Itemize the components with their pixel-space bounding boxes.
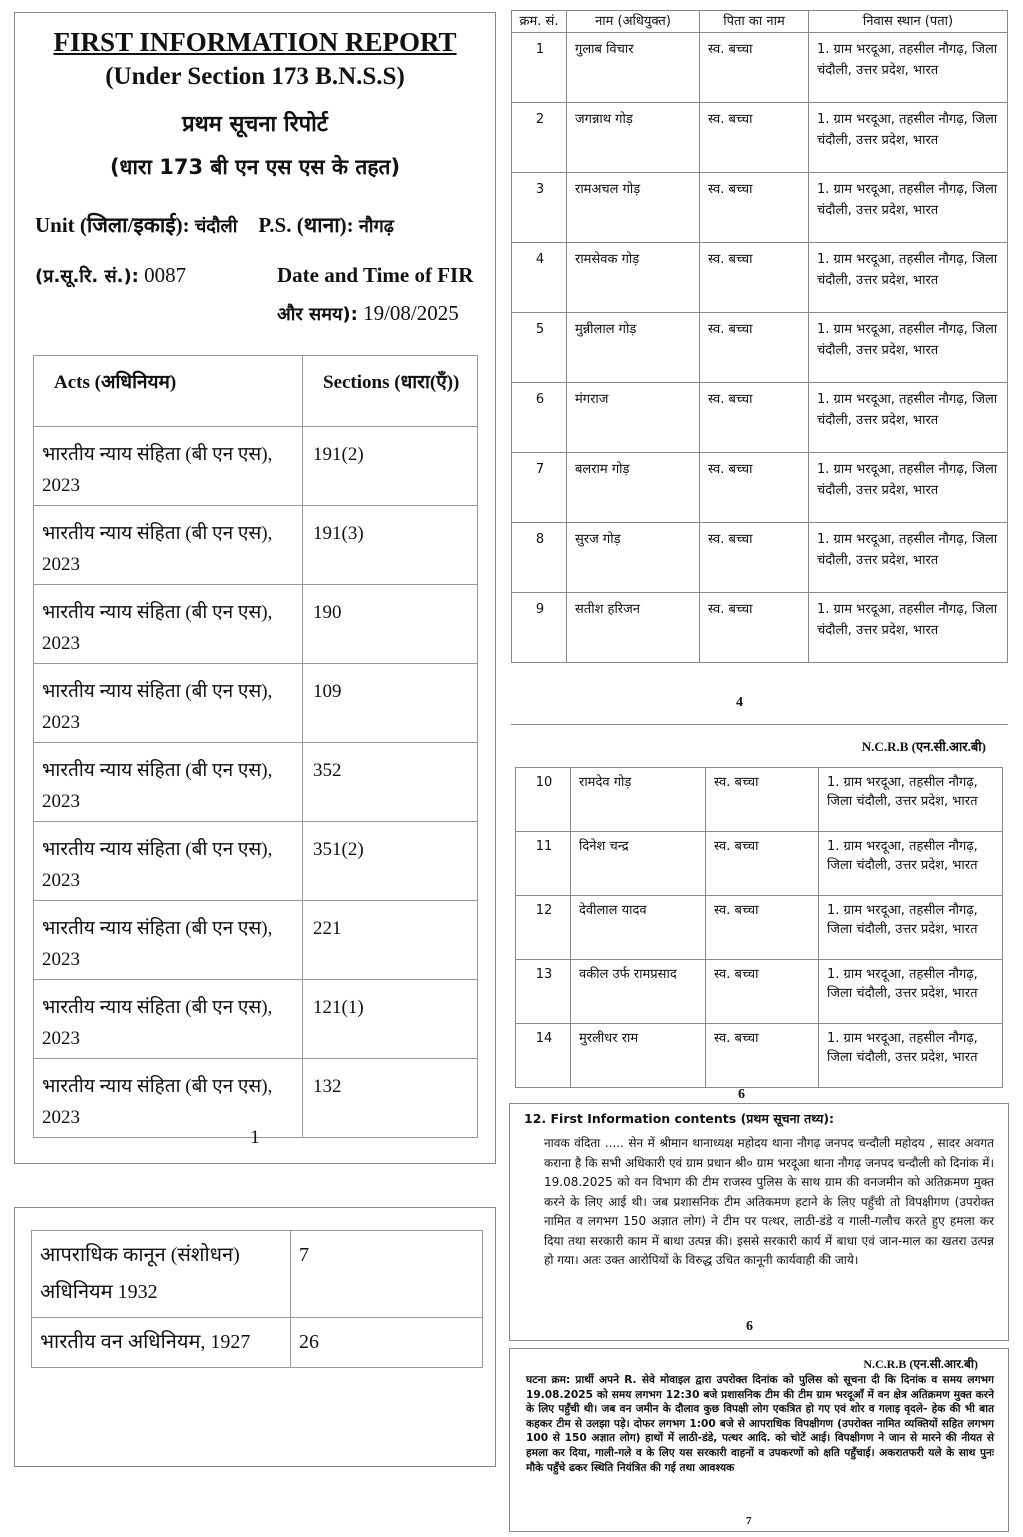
acts-header-row (34, 356, 478, 427)
address-cell: 1. ग्राम भरदूआ, तहसील नौगढ़, जिला चंदौली, उत्तर प्रदेश, भारत (809, 593, 1008, 663)
acts-table (33, 355, 478, 1138)
father-cell: स्व. बच्चा (700, 103, 809, 173)
page-number: 7 (746, 1515, 752, 1527)
father-cell: स्व. बच्चा (700, 523, 809, 593)
section-cell: 26 (291, 1318, 483, 1368)
name-cell: रामअचल गोड़ (567, 173, 700, 243)
serial-cell: 11 (516, 832, 571, 896)
accused-page-continued (511, 724, 1008, 1101)
sections-column-header: Sections (धारा(एँ)) (303, 356, 478, 427)
page-number: 4 (736, 695, 743, 710)
address-cell: 1. ग्राम भरदूआ, तहसील नौगढ़, जिला चंदौली, उत्तर प्रदेश, भारत (809, 243, 1008, 313)
section-cell: 121(1) (303, 980, 478, 1059)
table-row (34, 585, 478, 664)
father-cell: स्व. बच्चा (700, 313, 809, 383)
accused-header-row (512, 11, 1008, 33)
date-value: 19/08/2025 (363, 301, 459, 325)
ps-value: नौगढ़ (358, 216, 394, 237)
table-row (516, 832, 1003, 896)
table-row (516, 960, 1003, 1024)
ncrb-header: N.C.R.B (एन.सी.आर.बी) (861, 739, 986, 754)
report-title-hindi: प्रथम सूचना रिपोर्ट (182, 112, 328, 137)
table-row (516, 1024, 1003, 1088)
contents-text: नावक वंदिता ..... सेन में श्रीमान थानाध्यक्ष महोदय थाना नौगढ़ जनपद चन्दौली महोदय , सादर अवगत कराना है कि सभी अधिकारी एवं ग्राम प्रधान श्री० ग्राम भरदूआ थाना नौगढ़ जनपद चन्दौली को दिनांक में। 19.08.2025 को वन विभाग की टीम राजस्व पुलिस के साथ ग्राम की वनजमीन को अतिक्रमण मुक्त करने के लिए आई थी। जब प्रशासनिक टीम अतिकमण हटाने के लिए पहुँची तो विपक्षीगण (उपरोक्त नामित व लगभग 150 अज्ञात लोग) ने टीम पर पत्थर, लाठी-डंडे व गाली-गलौच करते हुए हमला कर दिया तथा सरकारी काम में बाधा उत्पन्न की। इससे सरकारी कार्य में बाधा एवं जान-माल का खतरा उत्पन्न हो गया। अतः उक्त आरोपियों के विरुद्ध उचित कानूनी कार्यवाही की जाये। (544, 1136, 994, 1267)
act-cell: भारतीय न्याय संहिता (बी एन एस), 2023 (34, 506, 303, 585)
address-cell: 1. ग्राम भरदूआ, तहसील नौगढ़, जिला चंदौली, उत्तर प्रदेश, भारत (809, 103, 1008, 173)
father-cell: स्व. बच्चा (706, 1024, 819, 1088)
table-row (34, 980, 478, 1059)
name-cell: वकील उर्फ रामप्रसाद (571, 960, 706, 1024)
name-column-header: नाम (अधियुक्त) (567, 11, 700, 33)
act-cell: भारतीय न्याय संहिता (बी एन एस), 2023 (34, 585, 303, 664)
serial-cell: 14 (516, 1024, 571, 1088)
date-label: Date and Time of FIR (277, 263, 474, 287)
name-cell: सुरज गोड़ (567, 523, 700, 593)
section-cell: 132 (303, 1059, 478, 1138)
accused-table (511, 10, 1008, 663)
table-row (512, 593, 1008, 663)
first-information-contents (509, 1103, 1009, 1341)
name-cell: सतीश हरिजन (567, 593, 700, 663)
serial-cell: 7 (512, 453, 567, 523)
fir-number-line (35, 263, 186, 288)
father-column-header: पिता का नाम (700, 11, 809, 33)
table-row (512, 313, 1008, 383)
table-row (34, 743, 478, 822)
table-row (34, 427, 478, 506)
accused-table-continued (515, 767, 1003, 1088)
table-row (34, 506, 478, 585)
address-cell: 1. ग्राम भरदूआ, तहसील नौगढ़, जिला चंदौली, उत्तर प्रदेश, भारत (819, 960, 1003, 1024)
address-cell: 1. ग्राम भरदूआ, तहसील नौगढ़, जिला चंदौली, उत्तर प्रदेश, भारत (809, 313, 1008, 383)
serial-cell: 2 (512, 103, 567, 173)
serial-cell: 3 (512, 173, 567, 243)
table-row (512, 383, 1008, 453)
section-cell: 352 (303, 743, 478, 822)
act-cell: भारतीय न्याय संहिता (बी एन एस), 2023 (34, 822, 303, 901)
address-cell: 1. ग्राम भरदूआ, तहसील नौगढ़, जिला चंदौली, उत्तर प्रदेश, भारत (819, 832, 1003, 896)
act-cell: भारतीय न्याय संहिता (बी एन एस), 2023 (34, 1059, 303, 1138)
serial-cell: 1 (512, 33, 567, 103)
name-cell: मंगराज (567, 383, 700, 453)
name-cell: बलराम गोड़ (567, 453, 700, 523)
fir-page-1 (14, 12, 496, 1164)
report-subtitle-hindi: (धारा 173 बी एन एस एस के तहत) (109, 155, 401, 179)
father-cell: स्व. बच्चा (700, 383, 809, 453)
acts-column-header: Acts (अधिनियम) (34, 356, 303, 427)
section-cell: 7 (291, 1231, 483, 1318)
table-row (34, 1059, 478, 1138)
table-row (34, 901, 478, 980)
table-row (34, 822, 478, 901)
date-label-hindi: और समय): (277, 304, 358, 325)
section-cell: 351(2) (303, 822, 478, 901)
address-cell: 1. ग्राम भरदूआ, तहसील नौगढ़, जिला चंदौली, उत्तर प्रदेश, भारत (819, 768, 1003, 832)
father-cell: स्व. बच्चा (706, 896, 819, 960)
address-cell: 1. ग्राम भरदूआ, तहसील नौगढ़, जिला चंदौली, उत्तर प्रदेश, भारत (809, 523, 1008, 593)
table-row (512, 453, 1008, 523)
father-cell: स्व. बच्चा (706, 832, 819, 896)
address-column-header: निवास स्थान (पता) (809, 11, 1008, 33)
father-cell: स्व. बच्चा (700, 173, 809, 243)
unit-label: Unit (जिला/इकाई): (35, 213, 190, 237)
serial-cell: 5 (512, 313, 567, 383)
name-cell: मुन्नीलाल गोड़ (567, 313, 700, 383)
address-cell: 1. ग्राम भरदूआ, तहसील नौगढ़, जिला चंदौली, उत्तर प्रदेश, भारत (809, 33, 1008, 103)
name-cell: दिनेश चन्द्र (571, 832, 706, 896)
table-row (512, 103, 1008, 173)
father-cell: स्व. बच्चा (700, 243, 809, 313)
report-title: FIRST INFORMATION REPORT (53, 27, 457, 57)
incident-text: घटना क्रम: प्रार्थी अपने R. सेवे मोवाइल द्वारा उपरोक्त दिनांक को पुलिस को सूचना दी कि दिनांक व समय लगभग 19.08.2025 को समय लगभग 12:30 बजे प्रशासनिक टीम की टीम ग्राम भरदूआँ में वन क्षेत्र अतिक्रमण मुक्त करने के लिए पहुँची थी। जब वन जमीन के दौलाव कुछ विपक्षी लोग एकत्रित हो गए एवं शोर व गलाइ वृदले- हेक की भी बात कहकर टीम से उलझा पड़े। दोफर लगभग 1:00 बजे से आपराधिक विपक्षीगण (उपरोक्त नामित व्यक्तियों सहित लगभग 100 से 150 अज्ञात लोग) हाथों में लाठी-डंडे, पत्थर आदि. को चोटें आई। विपक्षीगण ने जान से मारने की नीयत से हमला कर दिया, गाली-गले व के लिए यस सरकारी वाहनों व उपकरणों को क्षति पहुँचाई। अकरातफरी यले के साथ पुनः मौके पहुँचे ढकर स्थिति नियंत्रित की गई तथा आवश्यक (526, 1374, 994, 1474)
name-cell: रामदेव गोड़ (571, 768, 706, 832)
father-cell: स्व. बच्चा (706, 768, 819, 832)
name-cell: जगन्नाथ गोड़ (567, 103, 700, 173)
act-cell: भारतीय वन अधिनियम, 1927 (32, 1318, 291, 1368)
address-cell: 1. ग्राम भरदूआ, तहसील नौगढ़, जिला चंदौली, उत्तर प्रदेश, भारत (819, 896, 1003, 960)
father-cell: स्व. बच्चा (706, 960, 819, 1024)
page-number: 6 (746, 1319, 753, 1334)
name-cell: देवीलाल यादव (571, 896, 706, 960)
serial-cell: 6 (512, 383, 567, 453)
table-row (516, 768, 1003, 832)
contents-heading: 12. First Information contents (प्रथम सूचना तथ्य): (524, 1111, 835, 1126)
incident-narrative (509, 1348, 1009, 1532)
ncrb-header: N.C.R.B (एन.सी.आर.बी) (863, 1357, 978, 1371)
serial-cell: 8 (512, 523, 567, 593)
section-cell: 191(2) (303, 427, 478, 506)
father-cell: स्व. बच्चा (700, 453, 809, 523)
serial-cell: 9 (512, 593, 567, 663)
name-cell: रामसेवक गोड़ (567, 243, 700, 313)
page-number: 1 (250, 1127, 260, 1148)
table-row (516, 896, 1003, 960)
act-cell: भारतीय न्याय संहिता (बी एन एस), 2023 (34, 664, 303, 743)
serial-cell: 13 (516, 960, 571, 1024)
table-row (32, 1231, 483, 1318)
serial-cell: 10 (516, 768, 571, 832)
address-cell: 1. ग्राम भरदूआ, तहसील नौगढ़, जिला चंदौली, उत्तर प्रदेश, भारत (819, 1024, 1003, 1088)
father-cell: स्व. बच्चा (700, 593, 809, 663)
act-cell: भारतीय न्याय संहिता (बी एन एस), 2023 (34, 427, 303, 506)
name-cell: गुलाब विचार (567, 33, 700, 103)
report-subtitle: (Under Section 173 B.N.S.S) (105, 63, 405, 90)
act-cell: भारतीय न्याय संहिता (बी एन एस), 2023 (34, 980, 303, 1059)
father-cell: स्व. बच्चा (700, 33, 809, 103)
date-line (277, 301, 459, 326)
act-cell: आपराधिक कानून (संशोधन) अधिनियम 1932 (32, 1231, 291, 1318)
section-cell: 190 (303, 585, 478, 664)
serial-cell: 12 (516, 896, 571, 960)
unit-value: चंदौली (194, 216, 238, 237)
table-row (32, 1318, 483, 1368)
name-cell: मुरलीधर राम (571, 1024, 706, 1088)
fir-page-2 (14, 1207, 496, 1467)
acts-table-continued (31, 1230, 483, 1368)
fir-label: (प्र.सू.रि. सं.): (35, 266, 139, 287)
page-number: 6 (738, 1087, 745, 1102)
act-cell: भारतीय न्याय संहिता (बी एन एस), 2023 (34, 743, 303, 822)
table-row (512, 173, 1008, 243)
table-row (512, 33, 1008, 103)
table-row (512, 523, 1008, 593)
ps-label: P.S. (थाना): (258, 213, 354, 237)
address-cell: 1. ग्राम भरदूआ, तहसील नौगढ़, जिला चंदौली, उत्तर प्रदेश, भारत (809, 383, 1008, 453)
act-cell: भारतीय न्याय संहिता (बी एन एस), 2023 (34, 901, 303, 980)
fir-number: 0087 (144, 263, 187, 287)
table-row (34, 664, 478, 743)
serial-cell: 4 (512, 243, 567, 313)
section-cell: 191(3) (303, 506, 478, 585)
serial-column-header: क्रम. सं. (512, 11, 567, 33)
section-cell: 109 (303, 664, 478, 743)
unit-line (35, 211, 394, 239)
table-row (512, 243, 1008, 313)
section-cell: 221 (303, 901, 478, 980)
address-cell: 1. ग्राम भरदूआ, तहसील नौगढ़, जिला चंदौली, उत्तर प्रदेश, भारत (809, 173, 1008, 243)
address-cell: 1. ग्राम भरदूआ, तहसील नौगढ़, जिला चंदौली, उत्तर प्रदेश, भारत (809, 453, 1008, 523)
